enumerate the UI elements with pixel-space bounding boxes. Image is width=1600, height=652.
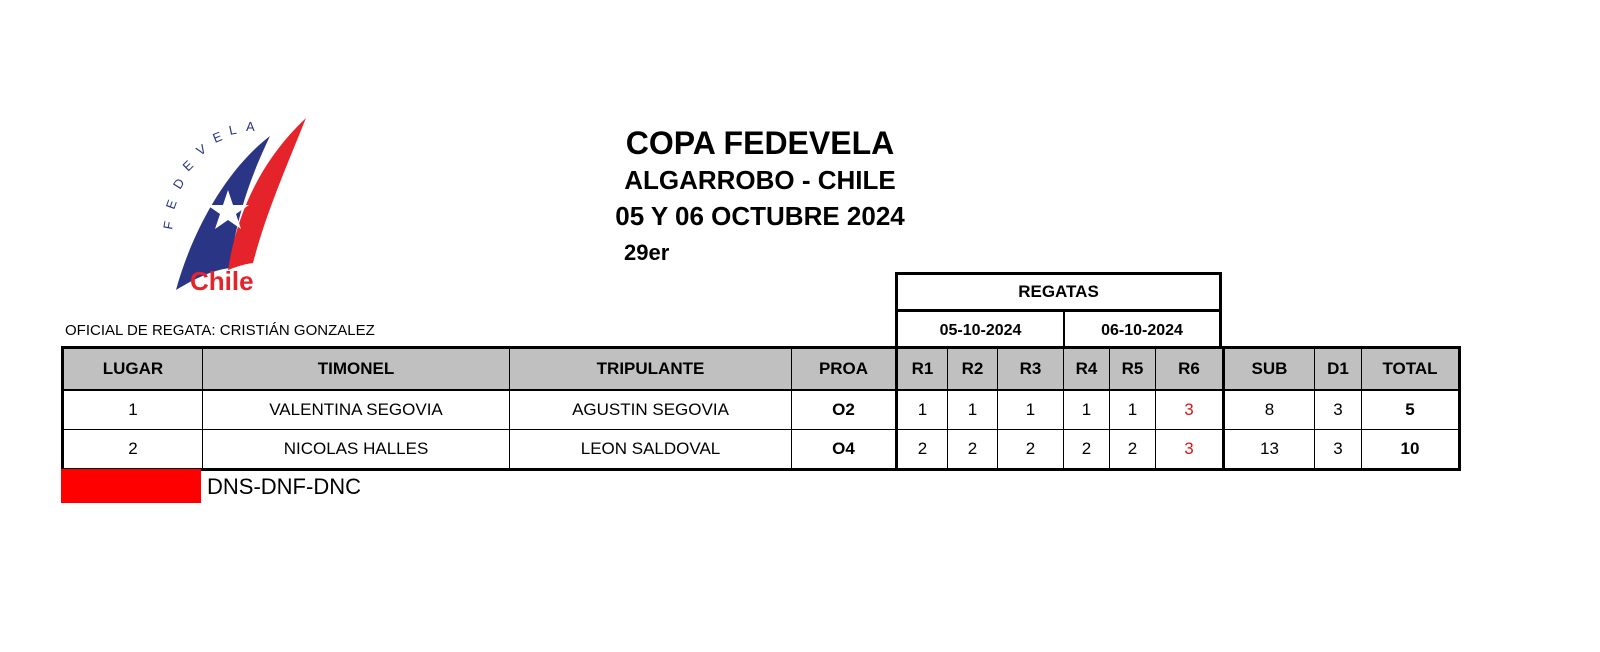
logo-arc-letter: V	[193, 141, 209, 159]
col-sub: SUB	[1224, 348, 1315, 391]
event-header	[560, 124, 960, 234]
cell-r6: 3	[1156, 390, 1224, 430]
cell-d1: 3	[1315, 390, 1362, 430]
results-table	[61, 346, 1461, 471]
regatas-day1: 05-10-2024	[898, 312, 1065, 349]
table-row	[63, 430, 1460, 470]
legend-label: DNS-DNF-DNC	[207, 474, 361, 499]
regatas-header	[895, 272, 1222, 346]
race-official: OFICIAL DE REGATA: CRISTIÁN GONZALEZ	[65, 322, 375, 339]
logo-arc-letter: E	[179, 157, 197, 175]
cell-lugar: 1	[63, 390, 203, 430]
cell-lugar: 2	[63, 430, 203, 470]
event-location: ALGARROBO - CHILE	[624, 165, 896, 195]
cell-r4: 1	[1064, 390, 1110, 430]
cell-r2: 2	[948, 430, 998, 470]
logo-country: Chile	[190, 266, 254, 296]
logo-arc-letter: A	[246, 119, 255, 134]
cell-d1: 3	[1315, 430, 1362, 470]
table-row	[63, 390, 1460, 430]
col-lugar: LUGAR	[63, 348, 203, 391]
col-r4: R4	[1064, 348, 1110, 391]
logo-arc-letter: E	[162, 197, 180, 212]
cell-r4: 2	[1064, 430, 1110, 470]
col-proa: PROA	[792, 348, 897, 391]
table-header-row	[63, 348, 1460, 391]
logo-arc-letter: L	[227, 121, 238, 138]
col-timonel: TIMONEL	[203, 348, 510, 391]
fedevela-logo	[158, 118, 318, 303]
col-total: TOTAL	[1362, 348, 1460, 391]
col-r2: R2	[948, 348, 998, 391]
cell-r5: 2	[1110, 430, 1156, 470]
cell-total: 5	[1362, 390, 1460, 430]
col-d1: D1	[1315, 348, 1362, 391]
col-tripulante: TRIPULANTE	[510, 348, 792, 391]
cell-proa: O2	[792, 390, 897, 430]
event-dates: 05 Y 06 OCTUBRE 2024	[615, 201, 905, 231]
logo-arc-letter: F	[160, 220, 177, 231]
legend-swatch	[61, 469, 201, 503]
cell-proa: O4	[792, 430, 897, 470]
cell-r2: 1	[948, 390, 998, 430]
boat-class: 29er	[624, 240, 670, 265]
cell-r5: 1	[1110, 390, 1156, 430]
col-r3: R3	[998, 348, 1064, 391]
regatas-day2: 06-10-2024	[1101, 322, 1183, 339]
regatas-title: REGATAS	[898, 275, 1219, 312]
cell-sub: 8	[1224, 390, 1315, 430]
cell-r1: 1	[897, 390, 948, 430]
cell-sub: 13	[1224, 430, 1315, 470]
cell-r1: 2	[897, 430, 948, 470]
cell-timonel: NICOLAS HALLES	[203, 430, 510, 470]
cell-total: 10	[1362, 430, 1460, 470]
cell-r3: 2	[998, 430, 1064, 470]
cell-tripulante: LEON SALDOVAL	[510, 430, 792, 470]
cell-r3: 1	[998, 390, 1064, 430]
cell-r6: 3	[1156, 430, 1224, 470]
event-title: COPA FEDEVELA	[625, 125, 895, 161]
logo-arc-letter: E	[210, 128, 225, 146]
col-r5: R5	[1110, 348, 1156, 391]
col-r6: R6	[1156, 348, 1224, 391]
logo-arc-letter: D	[169, 175, 188, 192]
cell-tripulante: AGUSTIN SEGOVIA	[510, 390, 792, 430]
col-r1: R1	[897, 348, 948, 391]
cell-timonel: VALENTINA SEGOVIA	[203, 390, 510, 430]
